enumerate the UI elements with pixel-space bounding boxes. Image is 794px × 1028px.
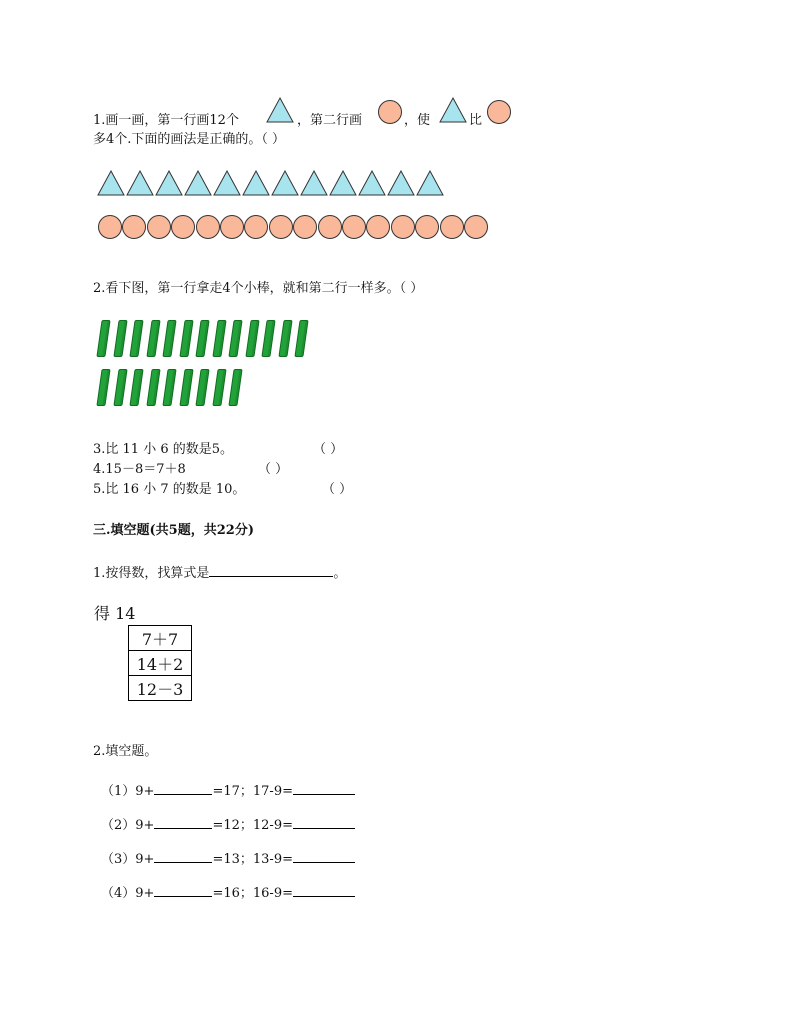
fill2-item bbox=[101, 782, 355, 801]
stick-row-1 bbox=[97, 320, 337, 360]
triangle-shape bbox=[416, 170, 444, 196]
stick bbox=[179, 369, 193, 406]
circle-row bbox=[97, 214, 497, 242]
triangle-shape bbox=[184, 170, 212, 196]
q2-text: 2.看下图，第一行拿走4个小棒，就和第二行一样多。（ ） bbox=[93, 281, 424, 296]
stick bbox=[294, 320, 308, 357]
answer-blank[interactable] bbox=[293, 816, 355, 829]
circle-shape bbox=[146, 214, 172, 240]
stick bbox=[162, 320, 176, 357]
stick bbox=[113, 320, 127, 357]
triangle-shape bbox=[329, 170, 357, 196]
circle-shape bbox=[317, 214, 343, 240]
item-part-a: 9+ bbox=[135, 852, 155, 867]
q1-mid1: ，第二行画 bbox=[297, 113, 363, 128]
circle-shape bbox=[121, 214, 147, 240]
triangle-shape bbox=[300, 170, 328, 196]
circle-shape bbox=[365, 214, 391, 240]
option-cell: 14＋2 bbox=[129, 651, 192, 676]
fill1-end: 。 bbox=[333, 566, 347, 581]
circle-shape bbox=[97, 214, 123, 240]
item-number: （3） bbox=[101, 852, 136, 867]
stick bbox=[96, 369, 110, 406]
stick bbox=[228, 320, 242, 357]
answer-blank[interactable] bbox=[293, 850, 355, 863]
stick bbox=[195, 369, 209, 406]
circle-shape bbox=[439, 214, 465, 240]
q3-paren: （ ） bbox=[313, 442, 344, 457]
option-cell: 7＋7 bbox=[129, 626, 192, 651]
triangle-row bbox=[97, 170, 457, 198]
item-part-b: =13；13-9= bbox=[212, 852, 293, 867]
stick bbox=[195, 320, 209, 357]
triangle-shape bbox=[126, 170, 154, 196]
option-cell: 12－3 bbox=[129, 676, 192, 701]
q1-line1 bbox=[93, 112, 239, 130]
stick bbox=[146, 369, 160, 406]
triangle-icon bbox=[265, 96, 295, 124]
circle-icon bbox=[486, 99, 512, 125]
triangle-shape bbox=[213, 170, 241, 196]
triangle-shape bbox=[358, 170, 386, 196]
circle-shape bbox=[390, 214, 416, 240]
circle-shape bbox=[463, 214, 489, 240]
stick bbox=[129, 320, 143, 357]
stick bbox=[245, 320, 259, 357]
item-number: （2） bbox=[101, 818, 136, 833]
stick bbox=[212, 320, 226, 357]
q4-paren: （ ） bbox=[258, 462, 289, 477]
circle-shape bbox=[414, 214, 440, 240]
triangle-shape bbox=[271, 170, 299, 196]
stick-row-2 bbox=[97, 369, 337, 409]
q4-text: 4.15－8＝7＋8 bbox=[93, 462, 186, 477]
answer-blank[interactable] bbox=[209, 564, 333, 577]
answer-blank[interactable] bbox=[293, 884, 355, 897]
q1-mid3: 比 bbox=[469, 113, 483, 128]
circle-shape bbox=[170, 214, 196, 240]
item-part-b: =16；16-9= bbox=[212, 886, 293, 901]
item-number: （4） bbox=[101, 886, 136, 901]
stick bbox=[162, 369, 176, 406]
answer-blank[interactable] bbox=[154, 816, 212, 829]
stick bbox=[146, 320, 160, 357]
stick bbox=[228, 369, 242, 406]
stick bbox=[96, 320, 110, 357]
fill1-line bbox=[93, 564, 346, 583]
triangle-icon bbox=[438, 96, 468, 124]
q5-text: 5.比 16 小 7 的数是 10。 bbox=[93, 482, 246, 497]
answer-blank[interactable] bbox=[154, 884, 212, 897]
fill2-title: 2.填空题。 bbox=[93, 744, 158, 759]
q5-paren: （ ） bbox=[322, 482, 353, 497]
triangle-shape bbox=[242, 170, 270, 196]
answer-blank[interactable] bbox=[293, 782, 355, 795]
item-part-b: =12；12-9= bbox=[212, 818, 293, 833]
item-number: （1） bbox=[101, 784, 136, 799]
fill2-item bbox=[101, 850, 355, 869]
stick bbox=[261, 320, 275, 357]
circle-shape bbox=[219, 214, 245, 240]
triangle-shape bbox=[155, 170, 183, 196]
q1-mid2: ，使 bbox=[404, 113, 431, 128]
circle-shape bbox=[292, 214, 318, 240]
q3-text: 3.比 11 小 6 的数是5。 bbox=[93, 442, 234, 457]
answer-blank[interactable] bbox=[154, 782, 212, 795]
fill1-text: 1.按得数，找算式是 bbox=[93, 566, 210, 581]
stick bbox=[179, 320, 193, 357]
circle-shape bbox=[243, 214, 269, 240]
result-label: 得 14 bbox=[94, 604, 136, 623]
item-part-b: =17；17-9= bbox=[212, 784, 293, 799]
options-table bbox=[128, 625, 192, 701]
q1-line2: 多4个.下面的画法是正确的。（ ） bbox=[93, 132, 286, 147]
stick bbox=[278, 320, 292, 357]
circle-shape bbox=[268, 214, 294, 240]
fill2-item bbox=[101, 884, 355, 903]
fill2-item bbox=[101, 816, 355, 835]
circle-shape bbox=[341, 214, 367, 240]
triangle-shape bbox=[387, 170, 415, 196]
item-part-a: 9+ bbox=[135, 784, 155, 799]
stick bbox=[113, 369, 127, 406]
section-title: 三.填空题(共5题，共22分) bbox=[93, 523, 254, 538]
q1-prefix: 1.画一画，第一行画12个 bbox=[93, 113, 239, 128]
triangle-shape bbox=[97, 170, 125, 196]
item-part-a: 9+ bbox=[135, 886, 155, 901]
stick bbox=[212, 369, 226, 406]
answer-blank[interactable] bbox=[154, 850, 212, 863]
stick bbox=[129, 369, 143, 406]
circle-icon bbox=[377, 99, 403, 125]
item-part-a: 9+ bbox=[135, 818, 155, 833]
circle-shape bbox=[195, 214, 221, 240]
